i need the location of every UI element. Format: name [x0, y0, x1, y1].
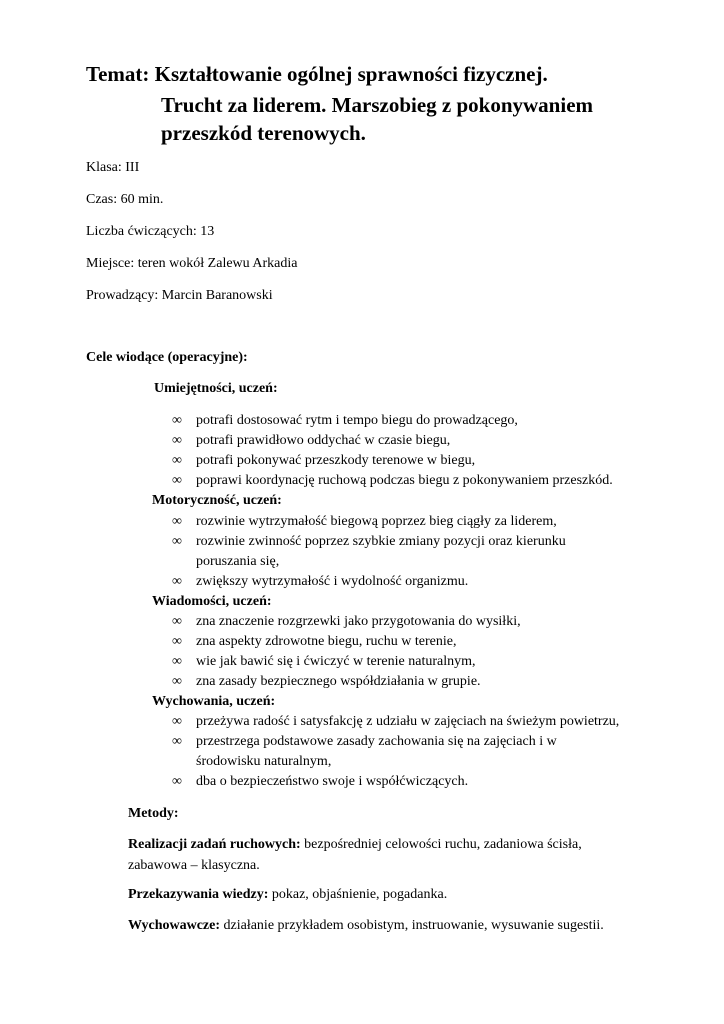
infinity-bullet-icon: ∞	[172, 453, 182, 468]
meta-klasa: Klasa: III	[86, 160, 140, 175]
knowledge-list	[172, 612, 642, 692]
motor-heading: Motoryczność, uczeń:	[152, 493, 282, 508]
title-line-3: przeszkód terenowych.	[161, 121, 366, 145]
list-item-text: poprawi koordynację ruchową podczas biegu z pokonywaniem przeszkód.	[196, 473, 613, 488]
list-item-text: zna zasady bezpiecznego współdziałania w grupie.	[196, 674, 481, 689]
method-realization-text: bezpośredniej celowości ruchu, zadaniowa ścisła, zabawowa – klasyczna.	[128, 837, 582, 873]
method-realization	[128, 834, 638, 876]
infinity-bullet-icon: ∞	[172, 634, 182, 649]
list-item	[172, 612, 642, 632]
list-item-text: zna znaczenie rozgrzewki jako przygotowania do wysiłki,	[196, 614, 521, 629]
list-item-text: przeżywa radość i satysfakcję z udziału w zajęciach na świeżym powietrzu,	[196, 714, 620, 729]
skills-heading: Umiejętności, uczeń:	[154, 381, 278, 396]
goals-heading: Cele wiodące (operacyjne):	[86, 350, 248, 365]
knowledge-heading: Wiadomości, uczeń:	[152, 594, 272, 609]
list-item-text: rozwinie wytrzymałość biegową poprzez bieg ciągły za liderem,	[196, 514, 557, 529]
list-item	[172, 772, 642, 792]
list-item-text: dba o bezpieczeństwo swoje i współćwiczących.	[196, 774, 469, 789]
list-item	[172, 532, 600, 572]
method-knowledge-text: pokaz, objaśnienie, pogadanka.	[268, 887, 448, 902]
list-item	[172, 411, 642, 431]
infinity-bullet-icon: ∞	[172, 534, 182, 549]
list-item	[172, 712, 642, 732]
list-item	[172, 572, 642, 592]
infinity-bullet-icon: ∞	[172, 614, 182, 629]
list-item	[172, 672, 642, 692]
list-item	[172, 451, 642, 471]
upbringing-list	[172, 712, 642, 792]
list-item-text: przestrzega podstawowe zasady zachowania się na zajęciach i w środowisku naturalnym,	[196, 734, 557, 769]
skills-list	[172, 411, 642, 491]
infinity-bullet-icon: ∞	[172, 774, 182, 789]
infinity-bullet-icon: ∞	[172, 734, 182, 749]
methods-heading: Metody:	[128, 806, 179, 821]
list-item-text: potrafi pokonywać przeszkody terenowe w biegu,	[196, 453, 476, 468]
infinity-bullet-icon: ∞	[172, 674, 182, 689]
meta-miejsce: Miejsce: teren wokół Zalewu Arkadia	[86, 256, 298, 271]
infinity-bullet-icon: ∞	[172, 514, 182, 529]
method-upbringing-text: działanie przykładem osobistym, instruowanie, wysuwanie sugestii.	[220, 918, 604, 933]
infinity-bullet-icon: ∞	[172, 413, 182, 428]
method-realization-label: Realizacji zadań ruchowych:	[128, 837, 301, 852]
infinity-bullet-icon: ∞	[172, 574, 182, 589]
meta-czas: Czas: 60 min.	[86, 192, 164, 207]
infinity-bullet-icon: ∞	[172, 654, 182, 669]
list-item-text: zwiększy wytrzymałość i wydolność organizmu.	[196, 574, 469, 589]
infinity-bullet-icon: ∞	[172, 714, 182, 729]
method-upbringing	[128, 915, 638, 936]
upbringing-heading: Wychowania, uczeń:	[152, 694, 276, 709]
method-upbringing-label: Wychowawcze:	[128, 918, 221, 933]
list-item	[172, 431, 642, 451]
list-item-text: zna aspekty zdrowotne biegu, ruchu w terenie,	[196, 634, 457, 649]
list-item-text: potrafi prawidłowo oddychać w czasie biegu,	[196, 433, 451, 448]
infinity-bullet-icon: ∞	[172, 433, 182, 448]
title-line-2: Trucht za liderem. Marszobieg z pokonywaniem	[161, 93, 594, 117]
list-item-text: potrafi dostosować rytm i tempo biegu do prowadzącego,	[196, 413, 518, 428]
method-knowledge-label: Przekazywania wiedzy:	[128, 887, 269, 902]
method-knowledge	[128, 884, 638, 905]
list-item	[172, 471, 642, 491]
meta-prowadzacy: Prowadzący: Marcin Baranowski	[86, 288, 273, 303]
list-item	[172, 512, 642, 532]
list-item-text: rozwinie zwinność poprzez szybkie zmiany pozycji oraz kierunku poruszania się,	[196, 534, 566, 569]
list-item	[172, 732, 616, 772]
meta-liczba: Liczba ćwiczących: 13	[86, 224, 215, 239]
infinity-bullet-icon: ∞	[172, 473, 182, 488]
list-item	[172, 632, 642, 652]
title-line-1: Temat: Kształtowanie ogólnej sprawności fizycznej.	[86, 62, 548, 86]
list-item-text: wie jak bawić się i ćwiczyć w terenie naturalnym,	[196, 654, 476, 669]
motor-list	[172, 512, 642, 592]
list-item	[172, 652, 642, 672]
